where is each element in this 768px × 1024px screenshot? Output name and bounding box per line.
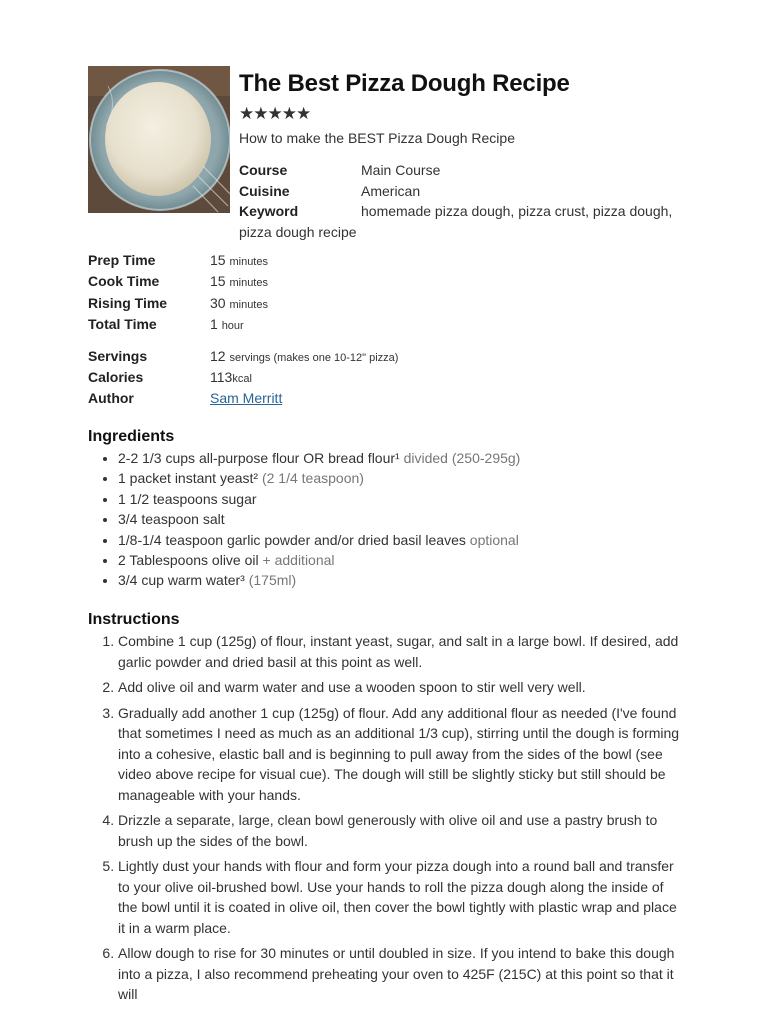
meta-course (239, 160, 679, 181)
recipe-photo (88, 66, 230, 213)
calories-label: Calories (88, 368, 144, 385)
cuisine-label: Cuisine (239, 182, 290, 199)
ingredient-text: 2 Tablespoons olive oil (118, 552, 259, 569)
total-time-unit: hour (221, 320, 244, 333)
ingredient-item (118, 468, 688, 488)
meta-cuisine (239, 181, 679, 202)
rising-time-unit: minutes (229, 298, 268, 311)
recipe-times (88, 250, 688, 410)
ingredient-note: + additional (262, 552, 335, 569)
cook-time-label: Cook Time (88, 273, 160, 290)
total-time-label: Total Time (88, 316, 157, 333)
instruction-step: 4. Drizzle a separate, large, clean bowl generously with olive oil and use a pastry brush to brush up the sides of the bowl. (118, 810, 686, 851)
keyword-value: homemade pizza dough, pizza crust, pizza dough, (361, 203, 673, 219)
author-label: Author (88, 390, 134, 407)
servings-value[interactable]: 12 (210, 347, 226, 364)
ingredients-heading: Ingredients (88, 428, 175, 445)
cook-time-row (88, 271, 688, 292)
prep-time-row (88, 250, 688, 271)
ingredient-item (118, 550, 688, 570)
ingredient-text: 1 1/2 teaspoons sugar (118, 490, 257, 507)
instructions-list (88, 631, 686, 1010)
ingredient-item (118, 530, 688, 550)
ingredient-note: optional (469, 531, 519, 548)
ingredient-text: 2-2 1/3 cups all-purpose flour OR bread flour¹ (118, 450, 400, 466)
servings-label: Servings (88, 347, 148, 364)
total-time-value: 1 (210, 316, 218, 333)
ingredient-text: 3/4 cup warm water³ (118, 572, 245, 589)
servings-unit: servings (makes one 10-12" pizza) (229, 351, 399, 364)
author-link[interactable]: Sam Merritt (210, 390, 283, 407)
rating-stars[interactable]: ★★★★★ (239, 104, 311, 123)
servings-row (88, 346, 688, 367)
ingredient-item (118, 489, 688, 509)
prep-time-unit: minutes (229, 256, 268, 268)
instruction-step: 3. Gradually add another 1 cup (125g) of flour. Add any additional flour as needed (I've found that sometimes I need as much as an additional 1/3 cup), stirring until the dough is forming into a cohesive, elastic ball and is beginning to pull away from the sides of the bowl (see video above recipe for visual cue). The dough will still be slightly sticky but still should be manageable with your hands. (118, 703, 686, 806)
total-time-row (88, 314, 688, 335)
course-label: Course (239, 162, 288, 178)
recipe-meta (239, 160, 679, 242)
prep-time-label: Prep Time (88, 252, 156, 268)
rising-time-label: Rising Time (88, 294, 168, 311)
recipe-header (88, 66, 688, 246)
recipe-title: The Best Pizza Dough Recipe (239, 70, 570, 97)
cook-time-unit: minutes (229, 277, 268, 290)
recipe-card (88, 66, 688, 1002)
meta-keyword (239, 201, 679, 222)
ingredient-text: 1 packet instant yeast² (118, 470, 259, 487)
ingredient-item (118, 570, 688, 590)
ingredient-text: 1/8-1/4 teaspoon garlic powder and/or dried basil leaves (118, 531, 466, 548)
instructions-heading: Instructions (88, 611, 180, 628)
prep-time-value: 15 (210, 252, 226, 268)
rising-time-row (88, 293, 688, 314)
calories-row (88, 367, 688, 388)
keyword-label: Keyword (239, 203, 299, 219)
instruction-step: 5. Lightly dust your hands with flour and form your pizza dough into a round ball and transfer to your olive oil-brushed bowl. Use your hands to roll the pizza dough along the inside of the bowl until it is coated in olive oil, then cover the bowl tightly with plastic wrap and place it in a warm place. (118, 856, 686, 938)
ingredient-item (118, 448, 688, 468)
recipe-summary: How to make the BEST Pizza Dough Recipe (239, 130, 515, 146)
calories-unit: kcal (232, 372, 252, 385)
rising-time-value: 30 (210, 294, 226, 311)
cook-time-value: 15 (210, 273, 226, 290)
ingredient-note: divided (250-295g) (403, 450, 521, 466)
ingredient-note: (175ml) (248, 572, 297, 589)
ingredient-note: (2 1/4 teaspoon) (261, 470, 364, 487)
spacer (88, 336, 688, 346)
cuisine-value: American (361, 182, 421, 199)
ingredients-list (88, 448, 688, 591)
instruction-step: 1. Combine 1 cup (125g) of flour, instant yeast, sugar, and salt in a large bowl. If desired, add garlic powder and dried basil at this point as well. (118, 631, 686, 672)
ingredient-item (118, 509, 688, 529)
course-value: Main Course (361, 162, 441, 178)
instruction-step: 2. Add olive oil and warm water and use a wooden spoon to stir well very well. (118, 677, 686, 698)
instruction-step: 6. Allow dough to rise for 30 minutes or until doubled in size. If you intend to bake this dough into a pizza, I also recommend preheating your oven to 425F (215C) at this point so that it will (118, 943, 686, 1005)
keyword-value-continued: pizza dough recipe (239, 223, 357, 240)
calories-value: 113 (210, 368, 233, 385)
author-row (88, 388, 688, 409)
ingredient-text: 3/4 teaspoon salt (118, 511, 225, 528)
